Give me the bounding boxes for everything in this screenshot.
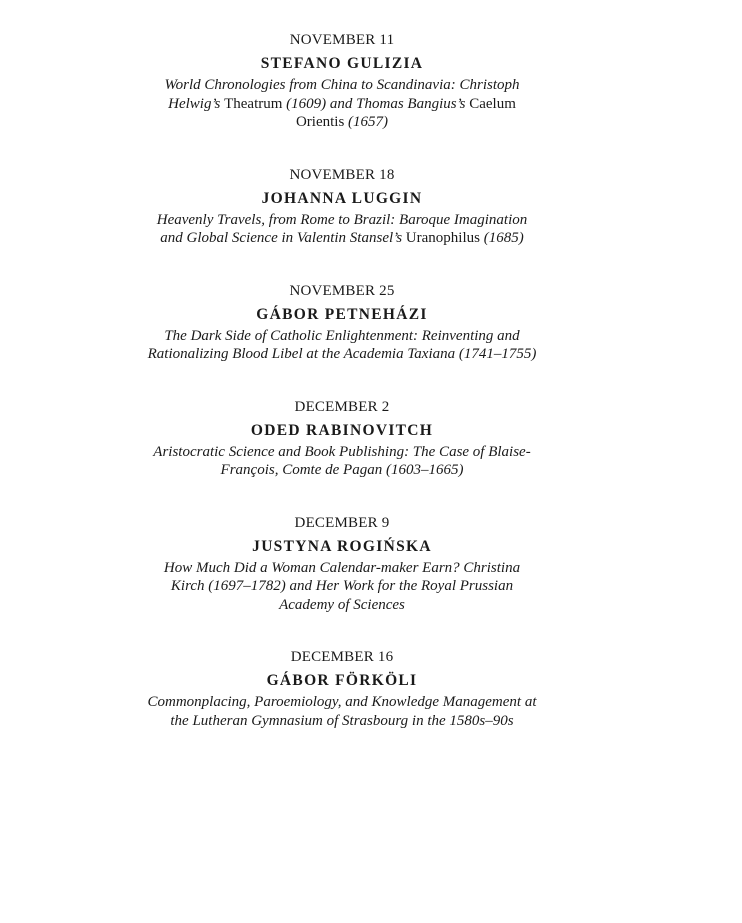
title-segment: Aristocratic Science and Book Publishing: The Case of Blaise-François, Comte de Pagan (1603–1665): [153, 443, 531, 478]
speaker-name: GÁBOR PETNEHÁZI: [256, 305, 428, 323]
lecture-date: DECEMBER 16: [290, 649, 394, 665]
title-segment: Theatrum: [224, 95, 283, 112]
lecture-title: [146, 327, 538, 364]
schedule-entry: [146, 281, 538, 364]
title-segment: Caelum Orientis: [295, 95, 516, 130]
schedule-entry: [146, 397, 538, 480]
lecture-title: [146, 76, 538, 132]
title-segment: World Chronologies from China to Scandinavia: Christoph Helwig’s: [164, 77, 520, 112]
lecture-date: DECEMBER 9: [294, 514, 390, 531]
schedule-entry: [146, 30, 538, 132]
schedule-entry: [146, 513, 538, 615]
speaker-name: JUSTYNA ROGIŃSKA: [252, 537, 432, 555]
title-segment: (1609) and Thomas Bangius’s: [282, 95, 470, 112]
schedule-entry: [146, 647, 538, 730]
lecture-title: [146, 693, 538, 730]
lecture-title: [146, 211, 538, 248]
title-segment: How Much Did a Woman Calendar-maker Earn? Christina Kirch (1697–1782) and Her Work for the Royal Prussian Academy of Sciences: [163, 559, 521, 613]
title-segment: The Dark Side of Catholic Enlightenment: Reinventing and Rationalizing Blood Libel at the Academia Taxiana (1741–1755): [147, 327, 537, 362]
lecture-date: DECEMBER 2: [294, 398, 390, 415]
title-segment: Uranophilus: [405, 230, 480, 246]
lecture-date: NOVEMBER 25: [289, 282, 395, 299]
lecture-schedule: [146, 30, 538, 763]
speaker-name: ODED RABINOVITCH: [250, 421, 434, 439]
title-segment: Commonplacing, Paroemiology, and Knowledge Management at the Lutheran Gymnasium of Strasbourg in the 1580s–90s: [147, 694, 537, 729]
lecture-date: NOVEMBER 11: [289, 32, 395, 48]
title-segment: Heavenly Travels, from Rome to Brazil: Baroque Imagination and Global Science in Valentin Stansel’s: [156, 211, 528, 246]
speaker-name: JOHANNA LUGGIN: [261, 189, 423, 207]
speaker-name: GÁBOR FÖRKÖLI: [266, 672, 418, 689]
lecture-title: [146, 559, 538, 615]
schedule-entry: [146, 165, 538, 248]
title-segment: (1657): [344, 114, 389, 130]
lecture-date: NOVEMBER 18: [289, 166, 395, 183]
title-segment: (1685): [479, 230, 524, 246]
lecture-title: [146, 443, 538, 480]
speaker-name: STEFANO GULIZIA: [260, 55, 424, 72]
